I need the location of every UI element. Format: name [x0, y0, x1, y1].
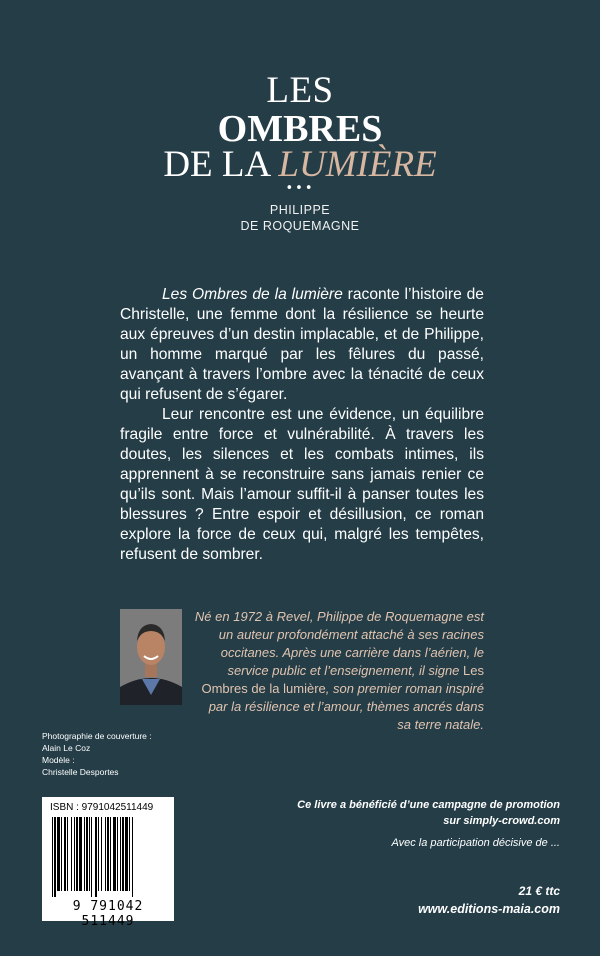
credits	[42, 730, 152, 778]
title-line-ombres: OMBRES	[217, 108, 383, 150]
author-portrait-image	[120, 609, 182, 705]
author-bio	[194, 608, 484, 734]
title-line-les: LES	[266, 70, 334, 111]
barcode-bar	[122, 817, 124, 891]
barcode	[42, 797, 174, 929]
barcode-bar	[129, 817, 130, 891]
credits-photo-label: Photographie de couverture :	[42, 731, 152, 741]
barcode-bar	[54, 817, 56, 897]
barcode-bar	[67, 817, 68, 891]
synopsis-paragraph-1	[120, 285, 484, 405]
barcode-bar	[107, 817, 109, 891]
barcode-bar	[76, 817, 78, 891]
title-ornament: •••	[285, 181, 315, 196]
credits-model-label: Modèle :	[42, 755, 75, 765]
credits-photo-name: Alain Le Coz	[42, 743, 91, 753]
barcode-bar	[113, 817, 116, 891]
barcode-bar	[98, 817, 99, 891]
barcode-bar	[91, 817, 92, 897]
author-last-name: DE ROQUEMAGNE	[240, 219, 360, 233]
barcode-bar	[132, 817, 133, 897]
synopsis-paragraph-2: Leur rencontre est une évidence, un équilibre fragile entre force et vulnérabilité. À travers les doutes, les silences et les combats intimes, ils apprennent à se reconstruire sans jamais renier ce qu’ils sont. Mais l’amour suffit-il à panser toutes les blessures ? Entre espoir et désillusion, ce roman explore la force de ceux qui, malgré les tempêtes, refusent de sombrer.	[120, 406, 484, 563]
publisher-website: www.editions-maia.com	[418, 902, 560, 916]
barcode-digits: 9 791042 511449	[72, 899, 144, 929]
barcode-bar	[74, 817, 75, 891]
author-photo	[120, 609, 182, 705]
author-first-name: PHILIPPE	[269, 203, 331, 217]
barcode-bar	[120, 817, 121, 891]
participation-note: Avec la participation décisive de ...	[391, 837, 560, 849]
bio-text-1: Né en 1972 à Revel, Philippe de Roquemagne est un auteur profondément attaché à ses racines occitanes. Après une carrière dans l’aérien, le service public et l’enseignement, il signe	[194, 609, 484, 678]
barcode-bar	[79, 817, 82, 891]
promo-line-2: sur simply-crowd.com	[443, 815, 560, 827]
synopsis-p1-text: raconte l’histoire de Christelle, une femme dont la résilience se heurte aux épreuves d’un destin implacable, et de Philippe, un homme marqué par les fêlures du passé, avançant à travers l’ombre avec la ténacité de ceux qui refusent de s’égarer.	[120, 286, 484, 403]
promo-line-1: Ce livre a bénéficié d’une campagne de promotion	[297, 799, 560, 811]
barcode-bar	[125, 817, 128, 891]
synopsis-book-title: Les Ombres de la lumière	[162, 286, 343, 303]
barcode-bar	[64, 817, 66, 891]
promo-notice	[297, 797, 560, 829]
barcode-bar	[84, 817, 85, 891]
barcode-bar	[86, 817, 88, 891]
barcode-bar	[89, 817, 90, 891]
bio-text-2: , son premier roman inspiré par la résilience et l’amour, thèmes ancrés dans sa terre natale.	[208, 681, 484, 732]
author-name	[0, 202, 600, 234]
barcode-bar	[71, 817, 72, 891]
barcode-bar	[57, 817, 60, 891]
barcode-bar	[95, 817, 97, 897]
barcode-bar	[105, 817, 106, 891]
barcode-bar	[110, 817, 111, 891]
barcode-bars	[50, 817, 166, 897]
barcode-bar	[52, 817, 53, 897]
isbn-label: ISBN : 9791042511449	[50, 802, 154, 813]
barcode-bar	[101, 817, 102, 891]
credits-model-name: Christelle Desportes	[42, 767, 119, 777]
title-lumiere: LUMIÈRE	[278, 144, 437, 185]
synopsis	[120, 285, 484, 565]
bio-book-title: Les Ombres de la lumière	[201, 663, 484, 696]
title-de-la: DE LA	[163, 144, 270, 185]
barcode-bar	[117, 817, 118, 891]
price: 21 € ttc	[518, 884, 560, 898]
title-line-de-la-lumiere	[0, 146, 600, 183]
barcode-bar	[61, 817, 62, 891]
